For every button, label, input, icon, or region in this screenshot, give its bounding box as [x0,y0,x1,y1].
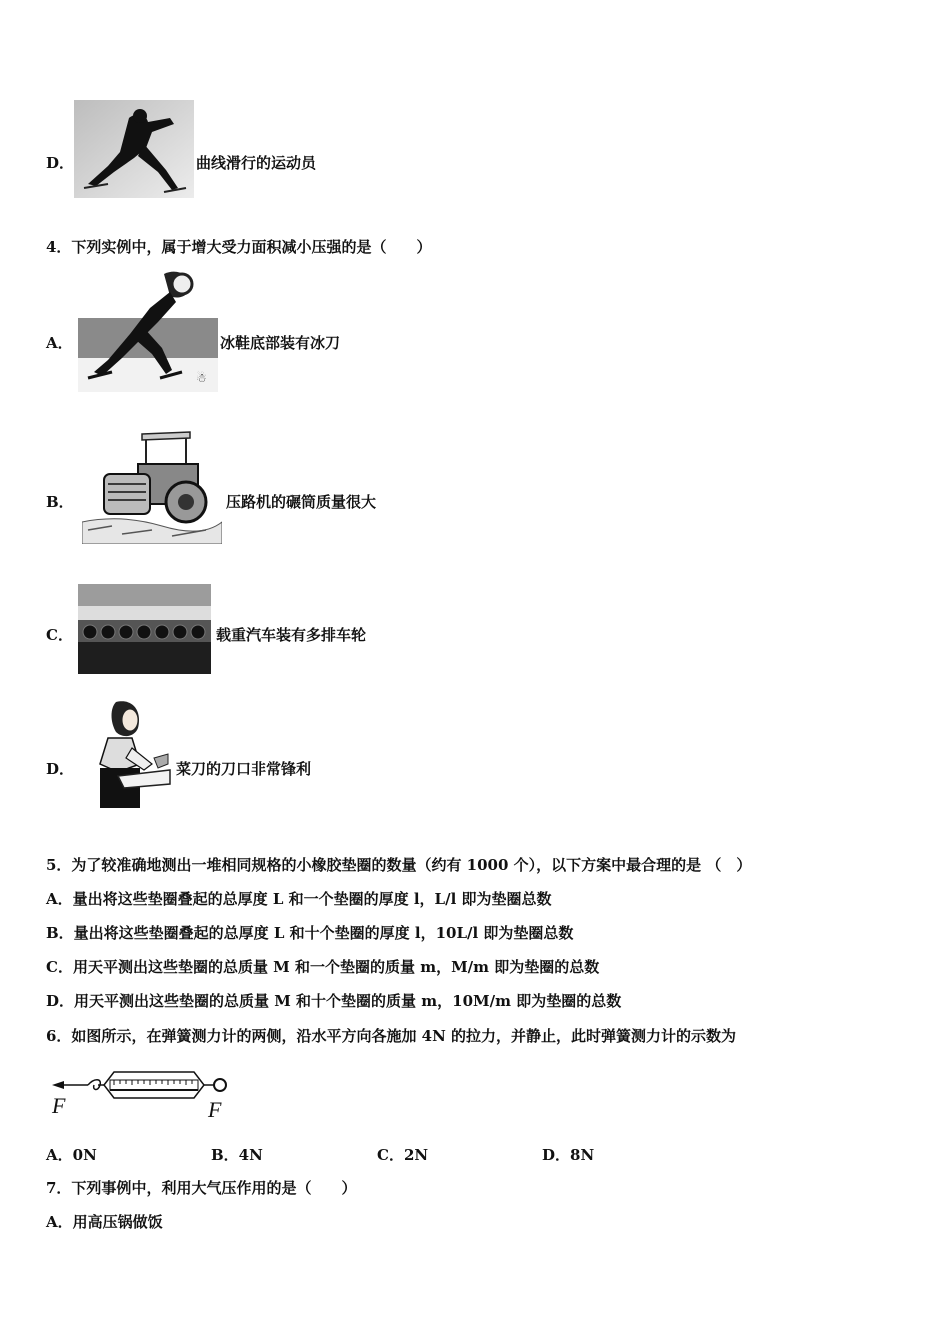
q5-stem: 5．为了较准确地测出一堆相同规格的小橡胶垫圈的数量（约有 1000 个），以下方案中最合理的是 （ ） [46,856,752,874]
q4-option-a-letter: A． [46,334,73,352]
road-roller-image [82,426,222,544]
kitchen-knife-image [74,698,174,812]
q4-option-d-letter: D． [46,760,75,778]
q4-option-b-letter: B． [46,493,74,511]
ice-skater-image [78,268,218,392]
q6-option-a: A．0N [46,1146,97,1164]
q4-option-b-text: 压路机的碾筒质量很大 [226,493,377,511]
speed-skater-image [74,100,194,198]
q6-stem: 6．如图所示，在弹簧测力计的两侧，沿水平方向各施加 4N 的拉力，并静止，此时弹簧测力计的示数为 [46,1027,737,1045]
q6-option-b: B．4N [211,1146,263,1164]
q4-option-c-letter: C． [46,626,73,644]
q3-option-d-letter: D． [46,154,75,172]
q6-force-right-label: F [208,1097,222,1122]
q3-option-d-text: 曲线滑行的运动员 [196,154,317,172]
q4-stem: 4．下列实例中，属于增大受力面积减小压强的是（ ） [46,238,432,256]
q5-option-b: B．量出将这些垫圈叠起的总厚度 L 和十个垫圈的厚度 l，10L/l 即为垫圈总数 [46,924,574,942]
q6-option-d: D．8N [542,1146,595,1164]
q7-option-a: A．用高压锅做饭 [46,1213,163,1231]
svg-text:☃: ☃ [196,371,207,385]
q5-option-c: C．用天平测出这些垫圈的总质量 M 和一个垫圈的质量 m，M/m 即为垫圈的总数 [46,958,600,976]
q5-option-a: A．量出将这些垫圈叠起的总厚度 L 和一个垫圈的厚度 l，L/l 即为垫圈总数 [46,890,552,908]
q4-option-a-text: 冰鞋底部装有冰刀 [220,334,341,352]
q6-force-left-label: F [52,1093,66,1118]
q5-option-d: D．用天平测出这些垫圈的总质量 M 和十个垫圈的质量 m，10M/m 即为垫圈的总数 [46,992,622,1010]
q6-option-c: C．2N [377,1146,429,1164]
heavy-truck-image [78,584,211,674]
q7-stem: 7．下列事例中，利用大气压作用的是（ ） [46,1179,357,1197]
q4-option-c-text: 载重汽车装有多排车轮 [216,626,367,644]
q4-option-d-text: 菜刀的刀口非常锋利 [176,760,312,778]
